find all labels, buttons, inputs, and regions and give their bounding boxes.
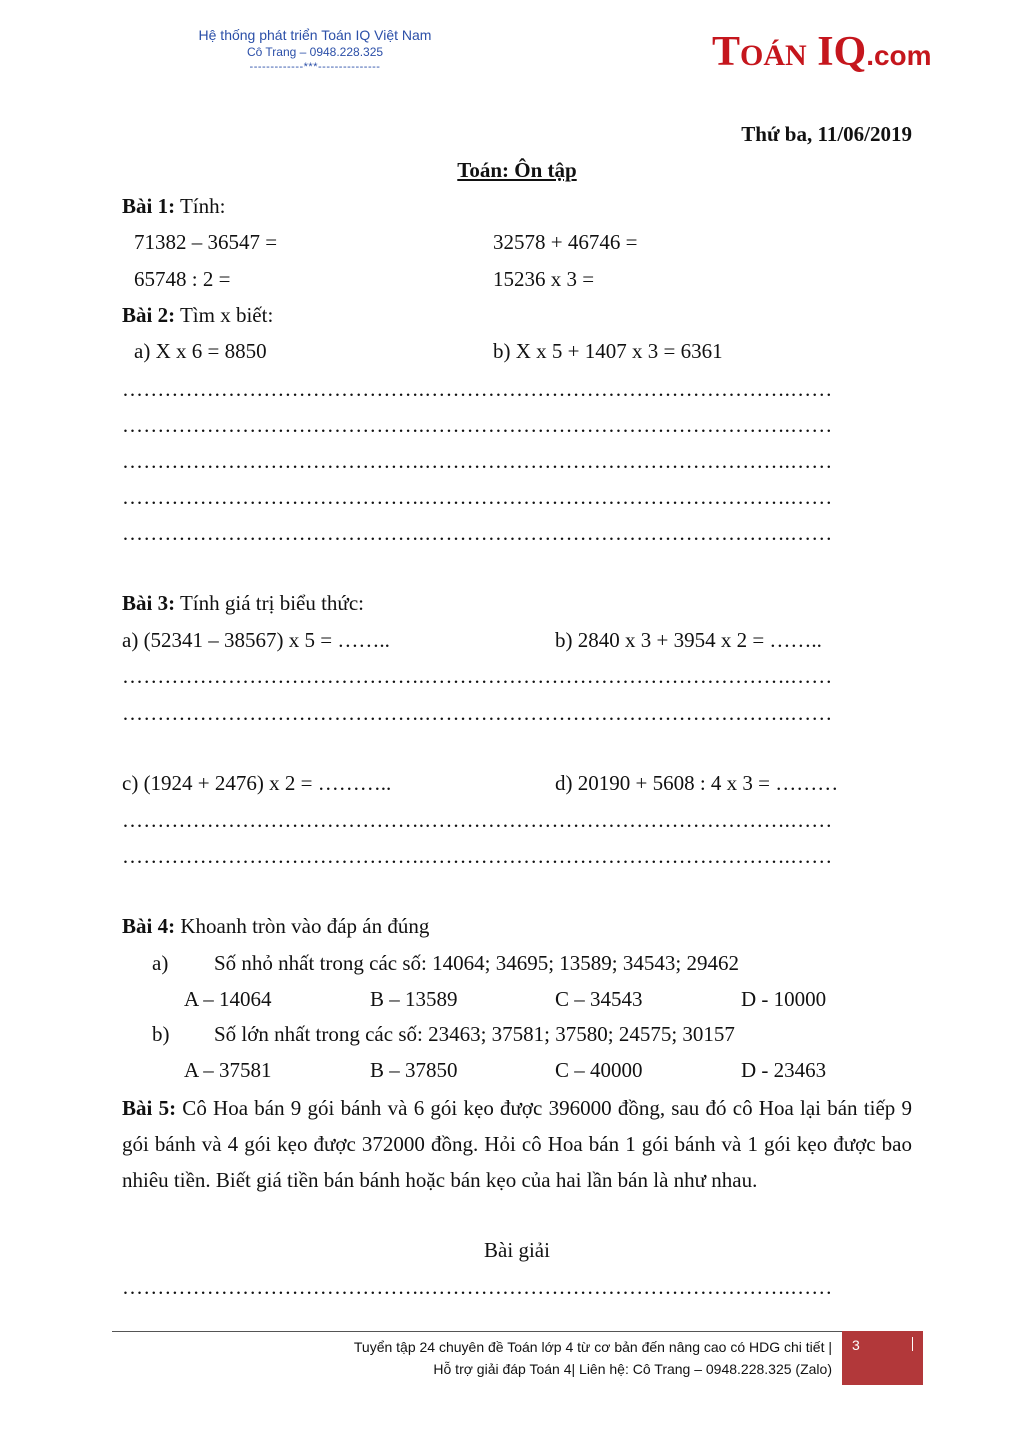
bai3-item-a: a) (52341 – 38567) x 5 = …….. <box>122 628 390 652</box>
bai5-label: Bài 5: <box>122 1096 177 1120</box>
bai1-item-1: 71382 – 36547 = <box>134 230 278 254</box>
bai1-text: Tính: <box>175 194 226 218</box>
page-number-box <box>842 1331 923 1385</box>
bai1-item-2: 32578 + 46746 = <box>493 230 638 254</box>
answer-dotline: …………………………………….…………………………………………….…… <box>122 808 833 832</box>
bai5-paragraph <box>122 1090 912 1198</box>
bai4-qa-option-d: D - 10000 <box>741 987 827 1011</box>
page-box-separator <box>912 1337 913 1351</box>
logo-part3: IQ <box>806 29 867 75</box>
page-number: 3 <box>852 1337 860 1353</box>
bai1-item-3: 65748 : 2 = <box>134 267 231 291</box>
bai5-text: Cô Hoa bán 9 gói bánh và 6 gói kẹo được 396000 đồng, sau đó cô Hoa lại bán tiếp 9 gói bánh và 4 gói kẹo được 372000 đồng. Hỏi cô Hoa bán 1 gói bánh và 1 gói kẹo được bao nhiêu tiền. Biết giá tiền bán bánh hoặc bán kẹo của hai lần bán là như nhau. <box>122 1096 912 1192</box>
bai4-heading <box>122 914 429 939</box>
bai4-qa-question: Số nhỏ nhất trong các số: 14064; 34695; 13589; 34543; 29462 <box>214 951 739 975</box>
bai5-solution-label: Bài giải <box>484 1238 550 1262</box>
worksheet-date: Thứ ba, 11/06/2019 <box>741 122 912 146</box>
bai3-item-b: b) 2840 x 3 + 3954 x 2 = …….. <box>555 628 822 652</box>
bai4-qb-question: Số lớn nhất trong các số: 23463; 37581; 37580; 24575; 30157 <box>214 1022 735 1046</box>
toaniq-logo <box>712 28 932 88</box>
bai1-label: Bài 1: <box>122 194 176 218</box>
bai3-item-c: c) (1924 + 2476) x 2 = ……….. <box>122 771 392 795</box>
bai2-item-a: a) X x 6 = 8850 <box>134 339 267 363</box>
bai2-item-b: b) X x 5 + 1407 x 3 = 6361 <box>493 339 723 363</box>
answer-dotline: …………………………………….…………………………………………….…… <box>122 413 833 437</box>
answer-dotline: …………………………………….…………………………………………….…… <box>122 1275 833 1299</box>
logo-part4: .com <box>866 40 932 71</box>
answer-dotline: …………………………………….…………………………………………….…… <box>122 449 833 473</box>
footer-line-2: Hỗ trợ giải đáp Toán 4| Liên hệ: Cô Trang – 0948.228.325 (Zalo) <box>433 1361 832 1377</box>
footer-line-1: Tuyển tập 24 chuyên đề Toán lớp 4 từ cơ bản đến nâng cao có HDG chi tiết | <box>353 1339 832 1355</box>
answer-dotline: …………………………………….…………………………………………….…… <box>122 521 833 545</box>
bai2-text: Tìm x biết: <box>175 303 274 327</box>
answer-dotline: …………………………………….…………………………………………….…… <box>122 844 833 868</box>
bai3-text: Tính giá trị biểu thức: <box>175 591 364 615</box>
answer-dotline: …………………………………….…………………………………………….…… <box>122 377 833 401</box>
bai3-label: Bài 3: <box>122 591 176 615</box>
answer-dotline: …………………………………….…………………………………………….…… <box>122 485 833 509</box>
bai4-qa-option-a: A – 14064 <box>184 987 272 1011</box>
bai4-qa-option-c: C – 34543 <box>555 987 643 1011</box>
bai2-label: Bài 2: <box>122 303 176 327</box>
bai4-qb-option-d: D - 23463 <box>741 1058 827 1082</box>
bai4-qb-label: b) <box>152 1022 170 1046</box>
bai4-text: Khoanh tròn vào đáp án đúng <box>175 914 430 938</box>
header-org-name: Hệ thống phát triển Toán IQ Việt Nam <box>198 27 432 43</box>
worksheet-title: Toán: Ôn tập <box>457 158 577 182</box>
logo-part2: OÁN <box>740 39 807 72</box>
bai3-heading <box>122 591 364 616</box>
bai1-item-4: 15236 x 3 = <box>493 267 595 291</box>
bai4-label: Bài 4: <box>122 914 176 938</box>
bai2-heading <box>122 303 273 328</box>
bai4-qb-option-a: A – 37581 <box>184 1058 272 1082</box>
answer-dotline: …………………………………….…………………………………………….…… <box>122 701 833 725</box>
bai4-qa-label: a) <box>152 951 169 975</box>
bai3-item-d: d) 20190 + 5608 : 4 x 3 = ……… <box>555 771 839 795</box>
bai4-qb-option-c: C – 40000 <box>555 1058 643 1082</box>
bai4-qb-option-b: B – 37850 <box>370 1058 458 1082</box>
logo-part1: T <box>712 29 741 75</box>
header-contact: Cô Trang – 0948.228.325 <box>246 45 384 59</box>
footer-text <box>354 1336 832 1380</box>
header-org-block <box>150 26 480 74</box>
header-divider: -------------***--------------- <box>249 61 381 73</box>
bai1-heading <box>122 194 225 219</box>
answer-dotline: …………………………………….…………………………………………….…… <box>122 664 833 688</box>
footer-rule <box>112 1331 842 1332</box>
bai4-qa-option-b: B – 13589 <box>370 987 458 1011</box>
